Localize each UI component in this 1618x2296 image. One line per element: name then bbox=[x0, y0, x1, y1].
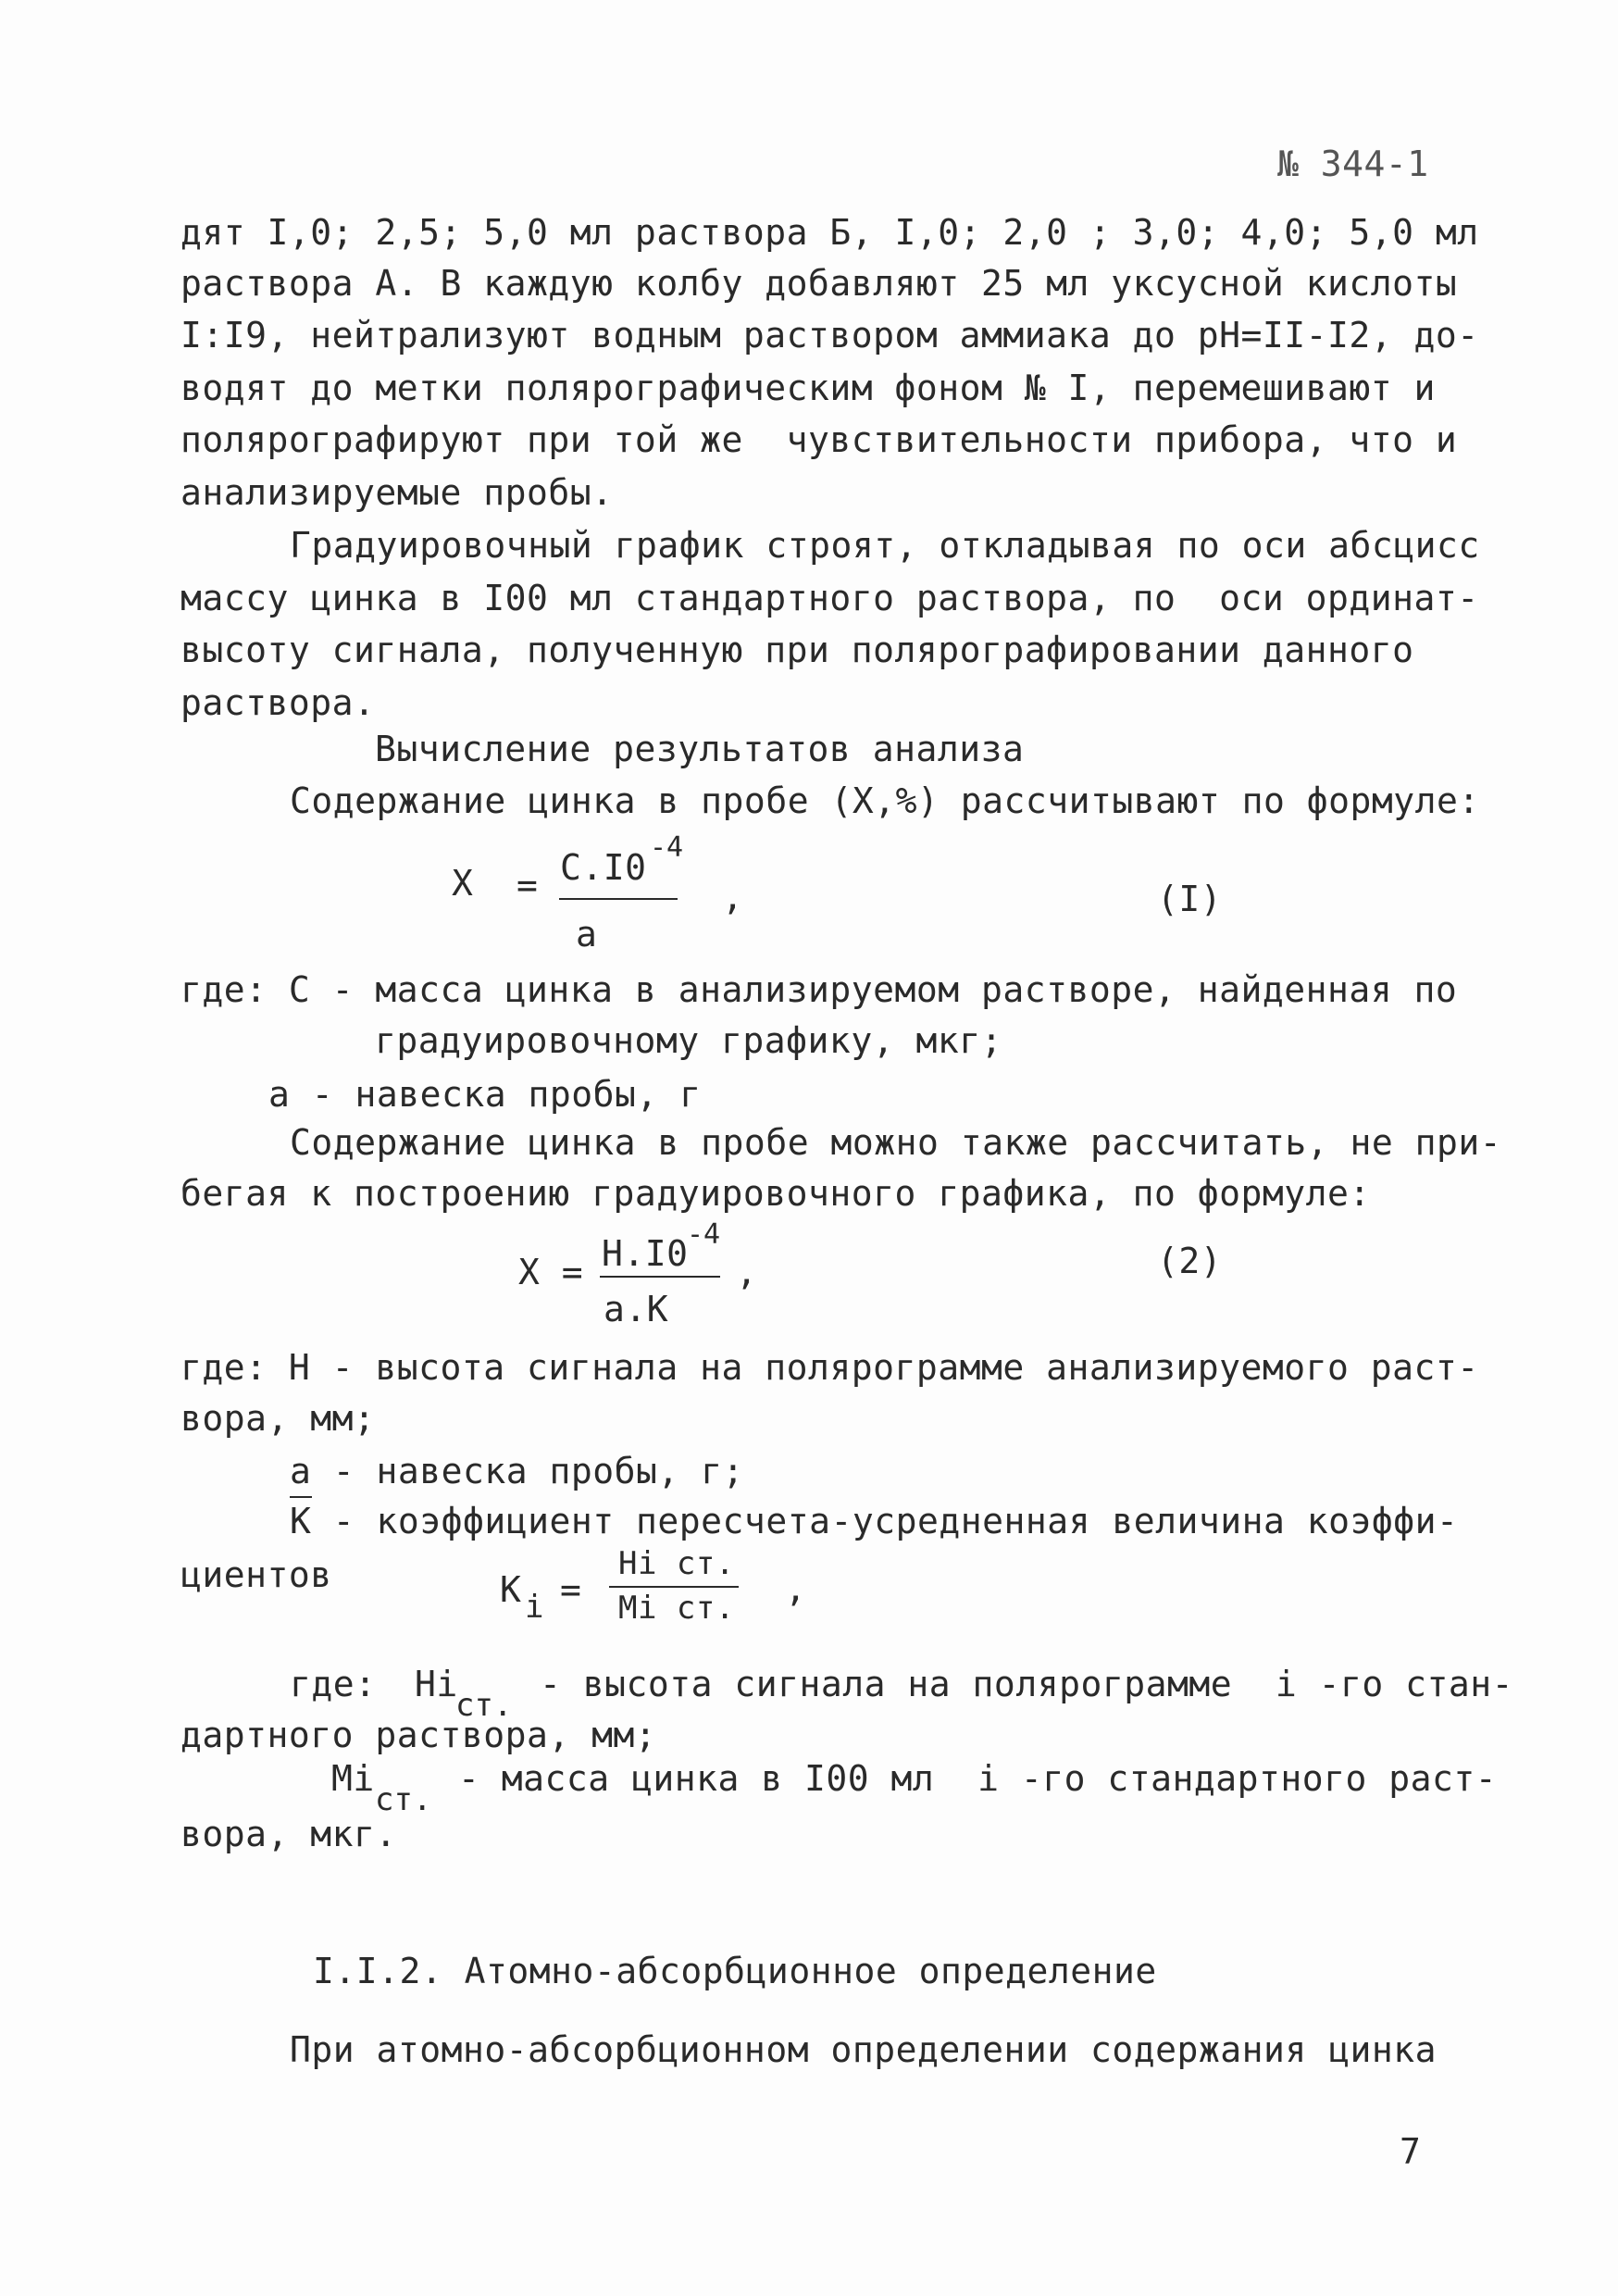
formula-1-number: (I) bbox=[1157, 879, 1223, 919]
formula-1-exponent: -4 bbox=[650, 831, 684, 864]
formula-3-fraction-bar bbox=[609, 1586, 739, 1588]
body-line: - высота сигнала на полярограмме i -го стан- bbox=[540, 1664, 1514, 1704]
subheading: Вычисление результатов анализа bbox=[375, 729, 1025, 769]
body-line: раствора А. В каждую колбу добавляют 25 мл уксусной кислоты bbox=[180, 263, 1458, 304]
body-line: раствора. bbox=[180, 682, 376, 723]
section-heading: I.I.2. Атомно-абсорбционное определение bbox=[313, 1951, 1157, 1991]
formula-2-exponent: -4 bbox=[687, 1218, 721, 1251]
m-symbol: Mi bbox=[331, 1758, 375, 1799]
section-first-line: При атомно-абсорбционном определении содержания цинка bbox=[290, 2029, 1438, 2070]
formula-2-lhs: X = bbox=[518, 1252, 584, 1292]
formula-2-fraction-bar bbox=[600, 1276, 720, 1278]
formula-1-numerator: C.I0 bbox=[560, 847, 647, 888]
body-line: бегая к построению градуировочного графика, по формуле: bbox=[180, 1173, 1371, 1214]
body-line: дартного раствора, мм; bbox=[180, 1715, 657, 1755]
formula-2-comma: , bbox=[736, 1252, 758, 1292]
formula-3-lhs: K bbox=[500, 1569, 522, 1610]
h-subscript: ст. bbox=[455, 1687, 513, 1724]
formula-3-lhs-sub: i bbox=[525, 1589, 544, 1626]
body-line: Градуировочный график строят, откладывая по оси абсцисс bbox=[290, 525, 1480, 566]
body-line: водят до метки полярографическим фоном № I, перемешивают и bbox=[180, 368, 1436, 408]
formula-1-eq: = bbox=[517, 865, 539, 905]
body-line: анализируемые пробы. bbox=[180, 472, 614, 513]
body-line: градуировочному графику, мкг; bbox=[375, 1020, 1002, 1061]
formula-2-denominator: a.K bbox=[604, 1289, 669, 1329]
formula-1-comma: , bbox=[722, 877, 744, 917]
formula-1-lhs: X bbox=[452, 863, 474, 904]
formula-1-denominator: a bbox=[576, 914, 598, 955]
formula-3-comma: , bbox=[785, 1568, 807, 1609]
body-line: а - навеска пробы, г; bbox=[290, 1451, 744, 1491]
h-symbol: Hi bbox=[415, 1664, 458, 1704]
document-number: № 344-1 bbox=[1277, 144, 1429, 184]
m-subscript: ст. bbox=[375, 1781, 432, 1818]
body-line: вора, мкг. bbox=[180, 1814, 397, 1854]
formula-2-number: (2) bbox=[1157, 1241, 1223, 1281]
body-line: где: bbox=[290, 1664, 377, 1704]
body-line: вора, мм; bbox=[180, 1398, 376, 1439]
body-line: высоту сигнала, полученную при полярографировании данного bbox=[180, 630, 1414, 670]
k-overbar bbox=[290, 1496, 312, 1498]
body-line: дят I,0; 2,5; 5,0 мл раствора Б, I,0; 2,0 ; 3,0; 4,0; 5,0 мл bbox=[180, 212, 1479, 253]
body-line: циентов bbox=[180, 1554, 332, 1595]
body-line: где: С - масса цинка в анализируемом растворе, найденная по bbox=[180, 969, 1458, 1010]
formula-3-numerator: Hi ст. bbox=[618, 1545, 735, 1582]
formula-2-numerator: H.I0 bbox=[602, 1233, 689, 1274]
body-line: где: Н - высота сигнала на полярограмме анализируемого раст- bbox=[180, 1347, 1479, 1388]
body-line: полярографируют при той же чувствительности прибора, что и bbox=[180, 419, 1458, 460]
body-line: а - навеска пробы, г bbox=[268, 1074, 702, 1115]
formula-3-denominator: Mi ст. bbox=[618, 1590, 735, 1627]
formula-1-fraction-bar bbox=[559, 898, 678, 900]
body-line: I:I9, нейтрализуют водным раствором аммиака до pH=II-I2, до- bbox=[180, 315, 1479, 356]
body-line: Содержание цинка в пробе (X,%) рассчитывают по формуле: bbox=[290, 780, 1480, 821]
body-line: Содержание цинка в пробе можно также рассчитать, не при- bbox=[290, 1122, 1502, 1163]
page-number: 7 bbox=[1400, 2131, 1422, 2172]
body-line: - масса цинка в I00 мл i -го стандартного раст- bbox=[458, 1758, 1498, 1799]
body-line: массу цинка в I00 мл стандартного раствора, по оси ординат- bbox=[180, 578, 1479, 618]
body-line: K - коэффициент пересчета-усредненная величина коэффи- bbox=[290, 1501, 1459, 1541]
formula-3-eq: = bbox=[560, 1569, 582, 1610]
